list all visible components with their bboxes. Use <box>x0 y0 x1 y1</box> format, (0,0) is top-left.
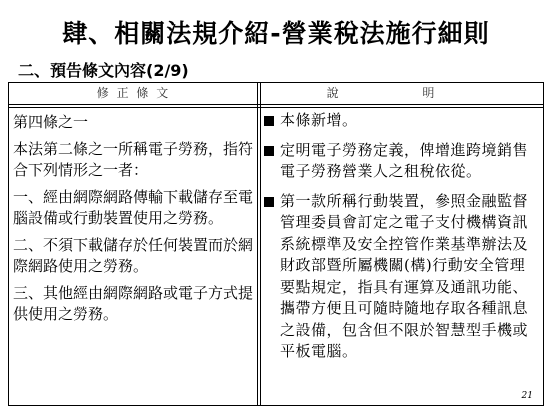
page-number: 21 <box>521 391 533 401</box>
article-item-2: 二、不須下載儲存於任何裝置而於網際網路使用之勞務。 <box>13 235 254 275</box>
explanation-text: 定明電子勞務定義，俾增進跨境銷售電子勞務營業人之租稅依從。 <box>280 140 529 180</box>
header-divider-double <box>9 107 543 108</box>
comparison-table <box>8 82 544 406</box>
explanation-text: 第一款所稱行動裝置，參照金融監督管理委員會訂定之電子支付機構資訊系統標準及安全控管作業基準辦法及財政部暨所屬機關(構)行動安全管理要點規定，指具有運算及通訊功能、攜帶方便且可隨時隨地存取各種訊息之設備，包含但不限於智慧型手機或平板電腦。 <box>280 191 529 360</box>
header-divider <box>9 104 543 105</box>
explanation-item <box>264 110 540 132</box>
article-item-1: 一、經由網際網路傳輸下載儲存至電腦設備或行動裝置使用之勞務。 <box>13 187 254 227</box>
article-definition: 本法第二條之一所稱電子勞務，指符合下列情形之一者： <box>13 139 254 179</box>
article-number: 第四條之一 <box>13 113 89 131</box>
article-item-3: 三、其他經由網際網路或電子方式提供使用之勞務。 <box>13 283 254 323</box>
amended-text-column <box>13 112 253 331</box>
header-amended-text: 修 正 條 文 <box>96 86 171 100</box>
explanation-text: 本條新增。 <box>280 111 358 129</box>
column-divider-double <box>260 83 261 405</box>
column-divider <box>257 83 258 405</box>
explanation-item <box>264 191 540 363</box>
header-explanation: 說 明 <box>326 86 475 100</box>
square-bullet-icon <box>264 197 277 207</box>
explanation-item <box>264 140 540 183</box>
square-bullet-icon <box>264 146 277 156</box>
page-title: 肆、相關法規介紹-營業稅法施行細則 <box>62 19 490 48</box>
explanation-column <box>264 110 540 371</box>
square-bullet-icon <box>264 116 277 126</box>
section-subtitle: 二、預告條文內容(2/9) <box>18 61 189 80</box>
